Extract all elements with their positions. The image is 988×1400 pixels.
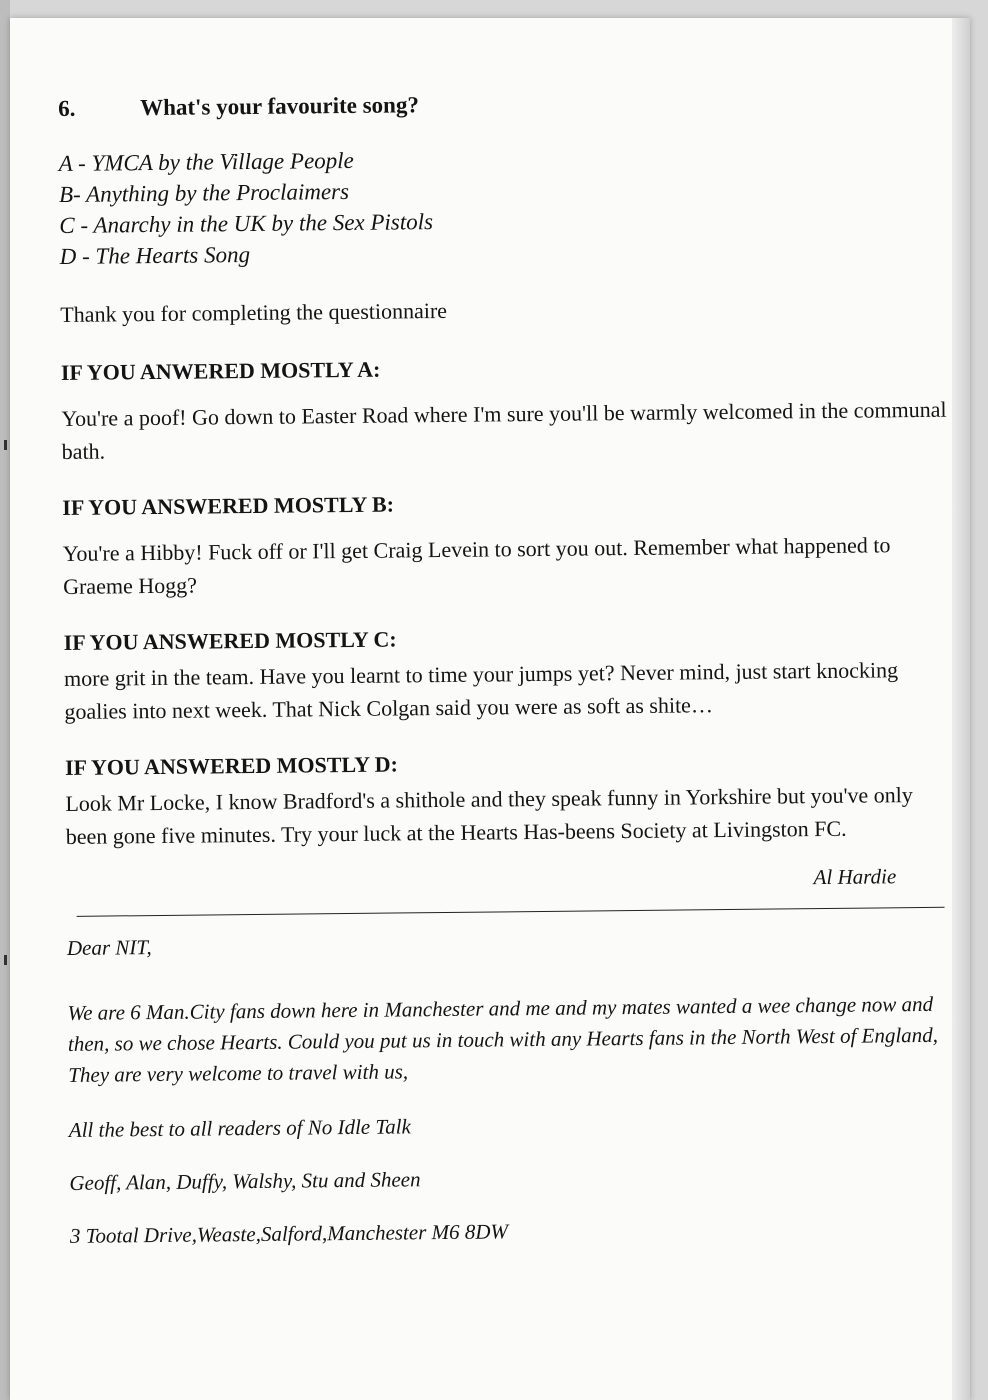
- option-c: C - Anarchy in the UK by the Sex Pistols: [59, 209, 434, 238]
- question-number: 6.: [58, 95, 76, 121]
- thanks-line: Thank you for completing the questionnaire: [60, 297, 448, 327]
- question-heading: [58, 87, 948, 122]
- result-body-a: You're a poof! Go down to Easter Road where I'm sure you'll be warmly welcomed in the communal bath.: [61, 396, 947, 464]
- question-text: What's your favourite song?: [139, 92, 420, 121]
- letter-address: 3 Tootal Drive,Weaste,Salford,Manchester M6 8DW: [69, 1219, 509, 1248]
- option-d: D - The Hearts Song: [59, 241, 251, 269]
- result-heading-b: IF YOU ANSWERED MOSTLY B:: [62, 491, 395, 520]
- result-body-b: You're a Hibby! Fuck off or I'll get Craig Levein to sort you out. Remember what happened to Graeme Hogg?: [62, 532, 891, 599]
- letter-greeting: Dear NIT,: [66, 935, 152, 960]
- author-signature: Al Hardie: [813, 864, 897, 890]
- option-a: A - YMCA by the Village People: [58, 147, 354, 176]
- reader-letter: [67, 924, 960, 1252]
- letter-body: We are 6 Man.City fans down here in Manchester and me and my mates wanted a wee change now and then, so we chose Hearts. Could you put us in touch with any Hearts fans in the North West of England, They are very welcome to travel with us,: [67, 991, 939, 1087]
- result-body-d: Look Mr Locke, I know Bradford's a shithole and they speak funny in Yorkshire but you've only been gone five minutes. Try your luck at the Hearts Has-beens Society at Livingston FC.: [65, 782, 913, 849]
- letter-closing: All the best to all readers of No Idle Talk: [68, 1114, 411, 1142]
- letter-signatories: Geoff, Alan, Duffy, Walshy, Stu and Sheen: [69, 1167, 421, 1195]
- binder-mark: [4, 440, 7, 450]
- result-heading-a: IF YOU ANWERED MOSTLY A:: [60, 356, 381, 385]
- document-page: [10, 18, 970, 1400]
- result-heading-c: IF YOU ANSWERED MOSTLY C:: [63, 626, 397, 655]
- page-content: [58, 87, 960, 1252]
- answer-options: [59, 139, 950, 272]
- binder-mark: [4, 955, 7, 965]
- result-heading-d: IF YOU ANSWERED MOSTLY D:: [64, 751, 399, 780]
- page-binding-edge: [0, 0, 10, 1400]
- option-b: B- Anything by the Proclaimers: [58, 178, 350, 207]
- section-divider: [77, 907, 945, 917]
- result-body-c: more grit in the team. Have you learnt to time your jumps yet? Never mind, just start knocking goalies into next week. That Nick Colgan said you were as soft as shite…: [63, 657, 899, 724]
